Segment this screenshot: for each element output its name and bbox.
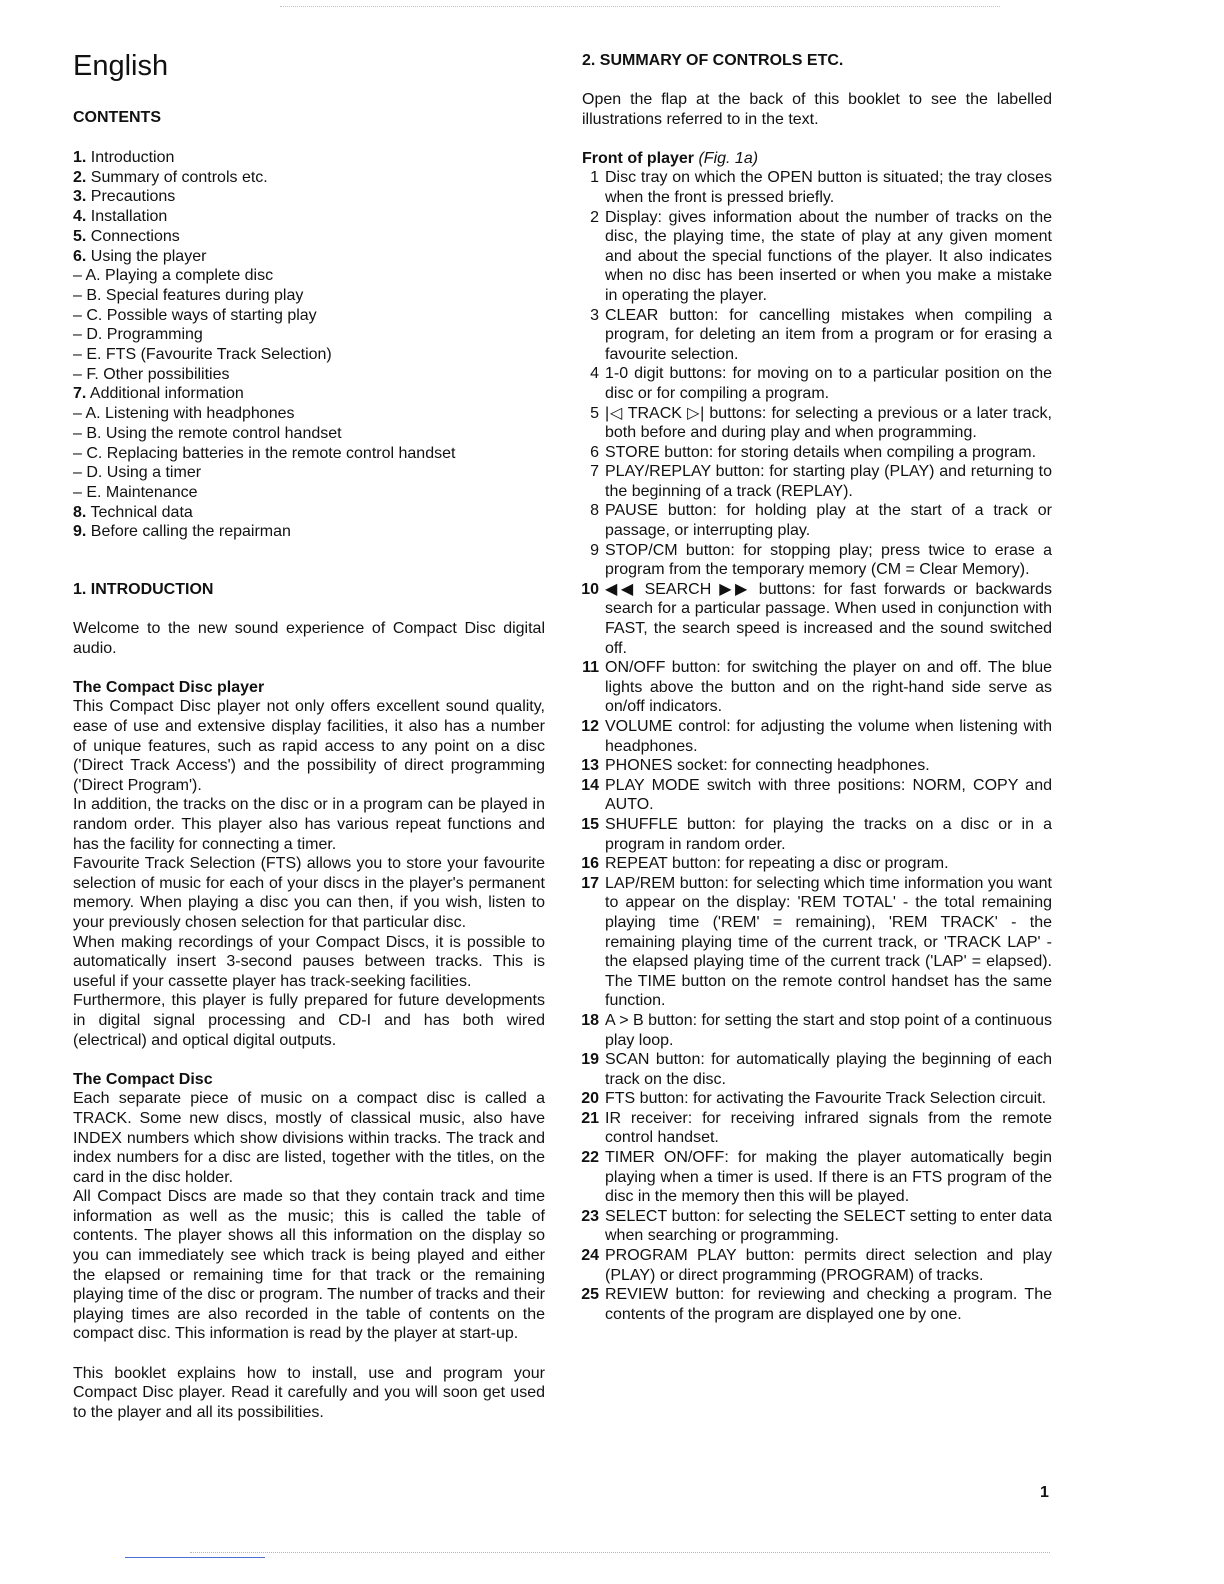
control-number: 3 (590, 306, 599, 324)
contents-item (73, 168, 545, 188)
contents-item (73, 483, 545, 503)
control-number: 4 (590, 365, 599, 383)
control-description: REVIEW button: for reviewing and checking a program. The contents of the program are displayed one by one. (605, 1286, 1052, 1323)
control-item (582, 1207, 1052, 1246)
summary-intro: Open the flap at the back of this booklet to see the labelled illustrations referred to in the text. (582, 91, 1052, 128)
control-number: 14 (581, 776, 599, 794)
control-number: 19 (581, 1051, 599, 1069)
control-item (582, 776, 1052, 815)
contents-item-label: – E. FTS (Favourite Track Selection) (73, 346, 332, 364)
control-description: IR receiver: for receiving infrared signals from the remote control handset. (605, 1109, 1052, 1147)
control-number: 25 (581, 1286, 599, 1304)
control-item (582, 1148, 1052, 1207)
contents-item-number: 2. (73, 168, 87, 186)
contents-item-label: – C. Replacing batteries in the remote control handset (73, 444, 456, 462)
closing-paragraph: This booklet explains how to install, use and program your Compact Disc player. Read it carefully and you will soon get used to the player and all its possibilities. (73, 1364, 545, 1421)
scan-artifact-bottom (190, 1552, 1050, 1557)
control-item (582, 756, 1052, 776)
contents-item-label: – E. Maintenance (73, 483, 198, 501)
control-description: PHONES socket: for connecting headphones. (605, 757, 930, 775)
contents-item-label: Installation (90, 208, 168, 226)
control-description: |◁ TRACK ▷| buttons: for selecting a previous or a later track, both before and during play and when programming. (605, 404, 1052, 442)
contents-item-label: – D. Using a timer (73, 464, 202, 482)
contents-item (73, 148, 545, 168)
control-number: 1 (590, 169, 599, 187)
right-column (582, 48, 1052, 1324)
control-description: Disc tray on which the OPEN button is situated; the tray closes when the front is pressed briefly. (605, 169, 1052, 206)
control-item (582, 1285, 1052, 1324)
control-number: 18 (581, 1011, 599, 1029)
contents-item-label: – C. Possible ways of starting play (73, 306, 317, 324)
control-item (582, 1011, 1052, 1050)
control-number: 15 (581, 815, 599, 833)
control-description: ON/OFF button: for switching the player on and off. The blue lights above the button and on the right-hand side serve as on/off indicators. (605, 659, 1052, 716)
control-number: 11 (582, 659, 599, 677)
contents-item-label: Using the player (90, 247, 207, 265)
control-description: CLEAR button: for cancelling mistakes when compiling a program, for deleting an item from a program or for erasing a favourite selection. (605, 306, 1052, 363)
contents-item (73, 384, 545, 404)
control-item (582, 306, 1052, 365)
control-number: 23 (581, 1207, 599, 1225)
control-item (582, 364, 1052, 403)
control-description: PLAY MODE switch with three positions: NORM, COPY and AUTO. (605, 776, 1052, 814)
contents-item-number: 4. (73, 208, 87, 226)
disc-paragraph: Each separate piece of music on a compact disc is called a TRACK. Some new discs, mostly of classical music, also have INDEX numbers which show divisions within tracks. The track and index numbers for a disc are listed, together with the titles, on the card in the disc holder. (73, 1090, 545, 1186)
control-number: 22 (581, 1149, 599, 1167)
contents-item (73, 424, 545, 444)
contents-item-label: – A. Playing a complete disc (73, 267, 274, 285)
contents-item-label: Technical data (90, 503, 193, 521)
control-description: SHUFFLE button: for playing the tracks on a disc or in a program in random order. (605, 815, 1052, 853)
front-heading-text: Front of player (582, 149, 695, 167)
control-number: 16 (581, 855, 599, 873)
control-description: REPEAT button: for repeating a disc or program. (605, 855, 949, 873)
scan-artifact-line (125, 1557, 265, 1558)
control-item (582, 404, 1052, 443)
control-item (582, 1109, 1052, 1148)
control-item (582, 580, 1052, 658)
language-title: English (73, 50, 169, 82)
player-paragraph: Furthermore, this player is fully prepared for future developments in digital signal processing and CD-I and has both wired (electrical) and optical digital outputs. (73, 992, 545, 1049)
disc-subheading: The Compact Disc (73, 1070, 213, 1088)
control-number: 20 (581, 1090, 599, 1108)
page-number: 1 (1040, 1484, 1049, 1501)
control-item (582, 658, 1052, 717)
contents-item-label: Introduction (90, 149, 175, 166)
control-item (582, 1246, 1052, 1285)
player-subheading: The Compact Disc player (73, 678, 265, 696)
contents-item-label: Before calling the repairman (90, 523, 291, 541)
disc-paragraph: All Compact Discs are made so that they contain track and time information as well as the music; this is called the table of contents. The player shows all this information on the display so you can immediately see which track is being played and either the elapsed or remaining time for that track or the remaining playing time of the disc or program. The number of tracks and their playing times are also recorded in the table of contents on the compact disc. This information is read by the player at start-up. (73, 1188, 545, 1343)
control-description: Display: gives information about the number of tracks on the disc, the playing time, the state of play at any given moment and about the special functions of the player. It also indicates when no disc has been inserted or when you make a mistake in operating the player. (605, 208, 1052, 304)
control-description: A > B button: for setting the start and stop point of a continuous play loop. (605, 1011, 1052, 1049)
front-of-player-heading (582, 149, 1052, 169)
control-description: VOLUME control: for adjusting the volume when listening with headphones. (605, 718, 1052, 755)
contents-item (73, 345, 545, 365)
contents-item (73, 325, 545, 345)
control-description: LAP/REM button: for selecting which time information you want to appear on the display: 'REM TOTAL' - the total remaining playing time ('REM' = remaining), 'REM TRACK' - the remaining playing time of the current track, or 'TRACK LAP' - the elapsed playing time of the current track ('LAP' = elapsed). The TIME button on the remote control handset has the same function. (605, 874, 1052, 1010)
control-item (582, 462, 1052, 501)
contents-item-number: 6. (73, 247, 87, 265)
scan-artifact-top (280, 6, 1000, 11)
contents-list (73, 148, 545, 542)
player-paragraph: In addition, the tracks on the disc or in a program can be played in random order. This player also has various repeat functions and has the facility for connecting a timer. (73, 796, 545, 853)
contents-item (73, 187, 545, 207)
contents-item-number: 7. (73, 385, 87, 403)
control-description: PROGRAM PLAY button: permits direct selection and play (PLAY) or direct programming (PROGRAM) of tracks. (605, 1247, 1052, 1284)
control-number: 17 (581, 874, 599, 892)
contents-item (73, 247, 545, 267)
contents-item (73, 404, 545, 424)
contents-item-number: 1. (73, 149, 87, 166)
control-item (582, 1089, 1052, 1109)
figure-reference: (Fig. 1a) (698, 149, 759, 167)
control-description: SCAN button: for automatically playing the beginning of each track on the disc. (605, 1051, 1052, 1088)
control-description: STOP/CM button: for stopping play; press twice to erase a program from the temporary memory (CM = Clear Memory). (605, 541, 1052, 579)
contents-item (73, 286, 545, 306)
contents-item (73, 444, 545, 464)
control-description: ◀◀ SEARCH ▶▶ buttons: for fast forwards or backwards search for a particular passage. When used in conjunction with FAST, the search speed is increased and the sound switched off. (605, 580, 1052, 657)
control-description: STORE button: for storing details when compiling a program. (605, 443, 1037, 461)
control-description: 1-0 digit buttons: for moving on to a particular position on the disc or for compiling a program. (605, 365, 1052, 402)
control-number: 24 (581, 1247, 599, 1265)
contents-heading: CONTENTS (73, 109, 161, 126)
contents-item (73, 463, 545, 483)
control-number: 12 (581, 718, 599, 735)
contents-item-label: – A. Listening with headphones (73, 405, 295, 423)
control-item (582, 874, 1052, 1011)
disc-paragraphs (73, 1089, 545, 1344)
contents-item (73, 522, 545, 542)
control-description: SELECT button: for selecting the SELECT setting to enter data when searching or programming. (605, 1207, 1052, 1245)
control-number: 21 (581, 1109, 599, 1127)
control-item (582, 717, 1052, 756)
control-item (582, 854, 1052, 874)
control-item (582, 815, 1052, 854)
contents-item (73, 306, 545, 326)
contents-item-label: – D. Programming (73, 326, 203, 344)
control-description: FTS button: for activating the Favourite Track Selection circuit. (605, 1090, 1047, 1108)
control-description: PLAY/REPLAY button: for starting play (PLAY) and returning to the beginning of a track (REPLAY). (605, 463, 1052, 500)
contents-item-number: 8. (73, 503, 87, 521)
control-item (582, 443, 1052, 463)
control-number: 8 (590, 502, 599, 520)
contents-item-label: – F. Other possibilities (73, 365, 230, 383)
left-column (73, 48, 545, 1422)
contents-item-label: Precautions (90, 188, 176, 206)
control-item (582, 541, 1052, 580)
player-paragraph: Favourite Track Selection (FTS) allows you to store your favourite selection of music for each of your discs in the player's permanent memory. When playing a disc you can then, if you wish, listen to your previously chosen selection for that particular disc. (73, 855, 545, 931)
control-number: 10 (581, 580, 599, 598)
contents-item (73, 266, 545, 286)
contents-item (73, 365, 545, 385)
contents-item-number: 9. (73, 523, 87, 541)
control-item (582, 1050, 1052, 1089)
contents-item (73, 503, 545, 523)
control-item (582, 501, 1052, 540)
contents-item (73, 207, 545, 227)
controls-list (582, 168, 1052, 1324)
contents-item (73, 227, 545, 247)
control-number: 6 (590, 443, 599, 461)
contents-item-number: 5. (73, 227, 87, 245)
control-description: TIMER ON/OFF: for making the player automatically begin playing when a timer is used. If there is an FTS program of the disc in the memory then this will be played. (605, 1149, 1052, 1206)
control-number: 13 (581, 757, 599, 775)
control-number: 9 (590, 541, 599, 559)
control-number: 7 (590, 463, 599, 481)
player-paragraph: This Compact Disc player not only offers excellent sound quality, ease of use and extensive display facilities, it also has a number of unique features, such as rapid access to any point on a disc ('Direct Track Access') and the possibility of direct programming ('Direct Program'). (73, 698, 545, 794)
player-paragraphs (73, 697, 545, 1050)
contents-item-number: 3. (73, 188, 87, 206)
contents-item-label: Summary of controls etc. (90, 168, 268, 186)
player-paragraph: When making recordings of your Compact Discs, it is possible to automatically insert 3-second pauses between tracks. This is useful if your cassette player has track-seeking facilities. (73, 933, 545, 990)
control-item (582, 168, 1052, 207)
contents-item-label: – B. Special features during play (73, 286, 304, 304)
contents-item-label: Connections (90, 227, 180, 245)
control-item (582, 208, 1052, 306)
control-description: PAUSE button: for holding play at the start of a track or passage, or interrupting play. (605, 502, 1052, 540)
welcome-paragraph: Welcome to the new sound experience of Compact Disc digital audio. (73, 620, 545, 657)
summary-heading: 2. SUMMARY OF CONTROLS ETC. (582, 52, 844, 69)
contents-item-label: – B. Using the remote control handset (73, 424, 342, 442)
control-number: 5 (590, 404, 599, 422)
control-number: 2 (590, 208, 599, 226)
introduction-heading: 1. INTRODUCTION (73, 581, 214, 599)
contents-item-label: Additional information (89, 385, 244, 403)
